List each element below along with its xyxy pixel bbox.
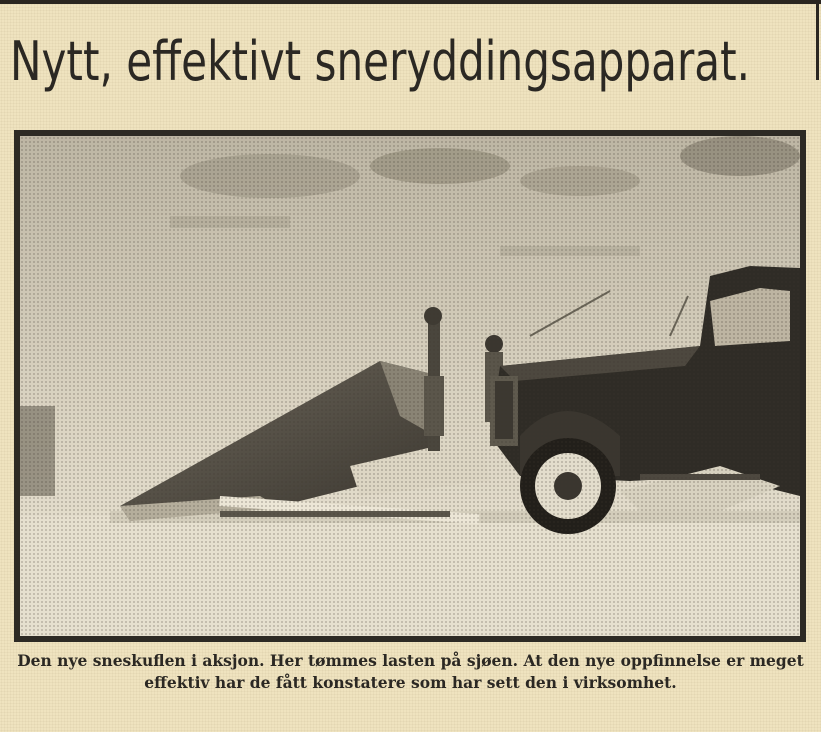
photo-frame <box>14 130 806 642</box>
top-border-rule <box>0 0 821 4</box>
photo-caption: Den nye sneskuflen i aksjon. Her tømmes lasten på sjøen. At den nye oppfinnelse er meget effektiv har de fått konstatere som har sett den i virksomhet. <box>17 651 804 692</box>
headline: Nytt, effektivt sneryddingsapparat. <box>10 30 751 93</box>
right-border-rule <box>816 0 819 80</box>
snow-plow-photo <box>20 136 800 636</box>
